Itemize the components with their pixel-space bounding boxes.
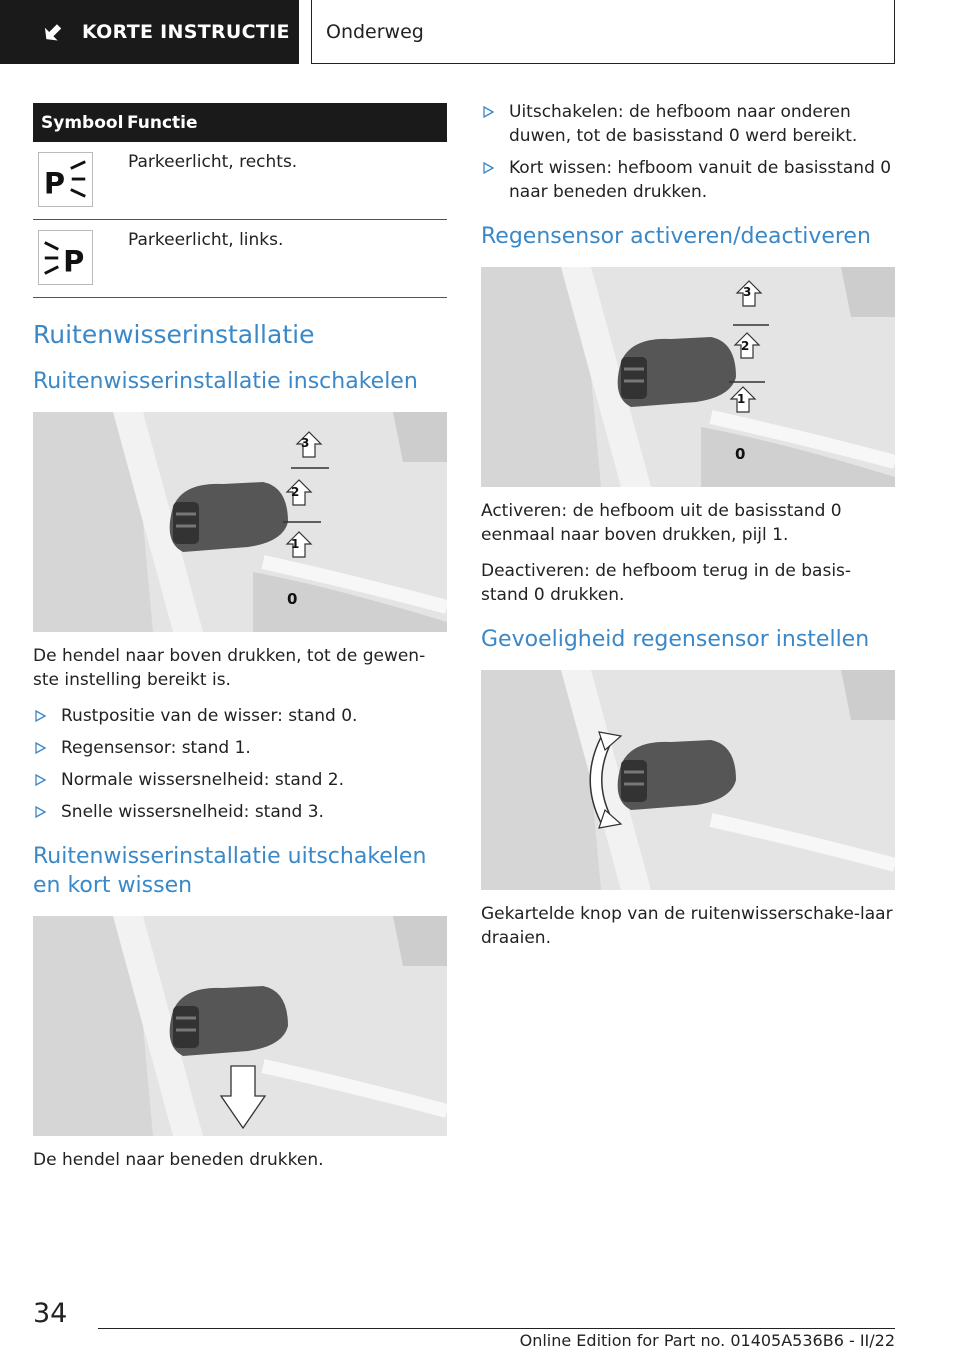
list-item: Regensensor: stand 1. [33, 736, 447, 760]
table-row [33, 142, 447, 220]
list-item: Uitschakelen: de hefboom naar onderen duwen, tot de basisstand 0 werd bereikt. [481, 100, 895, 148]
position-2-label: 2 [741, 339, 750, 353]
section-label: KORTE INSTRUCTIE [82, 21, 290, 43]
chapter-header [311, 0, 895, 64]
deactivate-text: Deactiveren: de hefboom terug in de basis-stand 0 drukken. [481, 561, 852, 605]
caption: Gekartelde knop van de ruitenwisserschake-laar draaien. [481, 904, 893, 948]
symbol-header: Symbool [33, 103, 127, 142]
subsection-heading: Regensensor activeren/deactiveren [481, 224, 871, 249]
chapter-label: Onderweg [326, 20, 424, 43]
subsection-heading: Ruitenwisserinstallatie uitschakelen en kort wissen [33, 844, 427, 898]
section-tab [0, 0, 299, 64]
footer-divider [98, 1328, 895, 1329]
right-column [481, 100, 895, 950]
position-0-label: 0 [735, 445, 746, 463]
bullet-icon [483, 106, 494, 118]
position-1-label: 1 [737, 392, 746, 406]
bullet-icon [35, 774, 46, 786]
list-item: Normale wissersnelheid: stand 2. [33, 768, 447, 792]
wiper-lever-down-illustration [33, 916, 447, 1136]
left-column [33, 103, 447, 1172]
subsection-heading: Gevoeligheid regensensor instellen [481, 627, 870, 652]
position-1-label: 1 [291, 537, 300, 551]
table-row [33, 220, 447, 298]
svg-text:P: P [63, 244, 85, 279]
function-text: Parkeerlicht, links. [127, 220, 447, 298]
position-3-label: 3 [301, 436, 310, 450]
position-3-label: 3 [743, 285, 752, 299]
caption: De hendel naar boven drukken, tot de gewen-ste instelling bereikt is. [33, 646, 426, 690]
bullet-icon [35, 742, 46, 754]
caption: De hendel naar beneden drukken. [33, 1150, 324, 1170]
position-2-label: 2 [291, 485, 300, 499]
page-number: 34 [33, 1298, 68, 1329]
bullet-icon [35, 806, 46, 818]
bullet-icon [483, 162, 494, 174]
section-heading: Ruitenwisserinstallatie [33, 320, 315, 349]
wiper-off-list [481, 100, 895, 204]
quick-reference-icon [40, 20, 64, 44]
rain-sensor-illustration [481, 267, 895, 487]
wiper-positions-list [33, 704, 447, 824]
edition-text: Online Edition for Part no. 01405A536B6 - II/22 [519, 1331, 895, 1350]
list-item: Rustpositie van de wisser: stand 0. [33, 704, 447, 728]
sensitivity-knob-illustration [481, 670, 895, 890]
wiper-lever-up-illustration [33, 412, 447, 632]
position-0-label: 0 [287, 590, 298, 608]
bullet-icon [35, 710, 46, 722]
function-text: Parkeerlicht, rechts. [127, 142, 447, 220]
list-item: Kort wissen: hefboom vanuit de basisstand 0 naar beneden drukken. [481, 156, 895, 204]
parking-light-left-icon [38, 230, 93, 285]
symbol-table [33, 103, 447, 298]
subsection-heading: Ruitenwisserinstallatie inschakelen [33, 369, 418, 394]
function-header: Functie [127, 103, 447, 142]
activate-text: Activeren: de hefboom uit de basisstand 0 eenmaal naar boven drukken, pijl 1. [481, 501, 842, 545]
svg-text:P: P [43, 166, 66, 201]
list-item: Snelle wissersnelheid: stand 3. [33, 800, 447, 824]
parking-light-right-icon [38, 152, 93, 207]
